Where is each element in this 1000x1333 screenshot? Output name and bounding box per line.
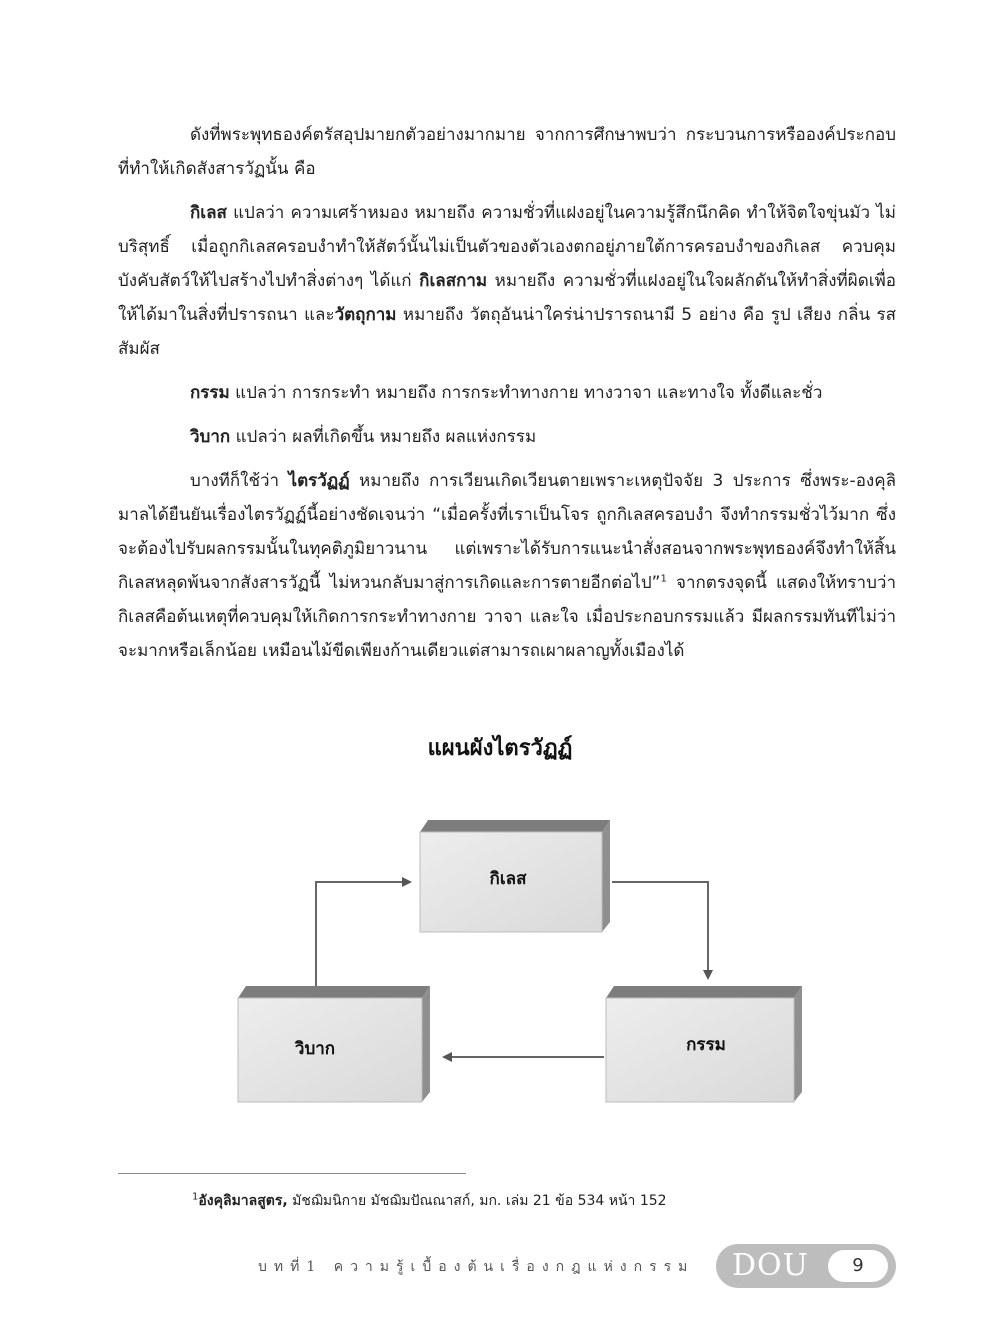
- arrow-kilesa-to-kamma: [612, 882, 708, 978]
- box-vipaka: [238, 986, 430, 1102]
- paragraph-intro-text: ดังที่พระพุทธองค์ตรัสอุปมายกตัวอย่างมากมาย จากการศึกษาพบว่า กระบวนการหรือองค์ประกอบที่ทำให้เกิดสังสารวัฏนั้น คือ: [118, 125, 896, 179]
- box-kamma-label: กรรม: [686, 1035, 726, 1055]
- term-traivatta: ไตรวัฏฏ์: [288, 471, 350, 491]
- footnote-divider: [118, 1173, 466, 1174]
- paragraph-kilesa-text-b: หมายถึง ความชั่วที่แฝงอยู่ในใจผลักดันให้ทำสิ่งที่ผิดเพื่อให้ได้มาในสิ่งที่ปรารถนา และ: [118, 271, 896, 325]
- term-vipaka: วิบาก: [190, 427, 231, 447]
- footnote-source-title: อังคุลิมาลสูตร,: [198, 1193, 288, 1209]
- box-kilesa: [420, 820, 610, 932]
- box-kilesa-label: กิเลส: [489, 869, 527, 889]
- footnote-number: 1: [192, 1191, 199, 1203]
- paragraph-kilesa-text-a: แปลว่า ความเศร้าหมอง หมายถึง ความชั่วที่แฝงอยู่ในความรู้สึกนึกคิด ทำให้จิตใจขุ่นมัว ไม่บริสุทธิ์ เมื่อถูกกิเลสครอบงำทำให้สัตว์นั้นไม่เป็นตัวของตัวเองตกอยู่ภายใต้การครอบงำของกิเลส ควบคุมบังคับสัตว์ให้ไปสร้างไปทำสิ่งต่างๆ ได้แก่: [118, 203, 896, 291]
- paragraph-kilesa-text-c: หมายถึง วัตถุอันน่าใคร่น่าปรารถนามี 5 อย่าง คือ รูป เสียง กลิ่น รส สัมผัส: [118, 305, 896, 359]
- paragraph-kamma-text: แปลว่า การกระทำ หมายถึง การกระทำทางกาย ทางวาจา และทางใจ ทั้งดีและชั่ว: [229, 383, 823, 403]
- page-number: 9: [828, 1250, 888, 1282]
- arrow-vipaka-to-kilesa: [316, 882, 410, 986]
- dou-logo-text: DOU: [732, 1248, 809, 1283]
- footer-chapter-title: บทที่1 ความรู้เบื้องต้นเรื่องกฎแห่งกรรม: [258, 1259, 695, 1275]
- paragraph-traivatta-text-c: จากตรงจุดนี้ แสดงให้ทราบว่า กิเลสคือต้นเหตุที่ควบคุมให้เกิดการกระทำทางกาย วาจา และใจ เมื่อประกอบกรรมแล้ว มีผลกรรมทันทีไม่ว่าจะมากหรือเล็กน้อย เหมือนไม้ขีดเพียงก้านเดียวแต่สามารถเผาผลาญทั้งเมืองได้: [118, 573, 896, 661]
- paragraph-vipaka-text: แปลว่า ผลที่เกิดขึ้น หมายถึง ผลแห่งกรรม: [230, 427, 537, 447]
- term-kilesa-kama: กิเลสกาม: [419, 271, 488, 291]
- footer-badge: [716, 1244, 896, 1288]
- diagram-title: แผนผังไตรวัฏฏ์: [427, 736, 573, 761]
- paragraph-traivatta-text-b: หมายถึง การเวียนเกิดเวียนตายเพราะเหตุปัจจัย 3 ประการ ซึ่งพระ-องคุลิมาลได้ยืนยันเรื่องไตรวัฏฏ์นี้อย่างชัดเจนว่า “เมื่อครั้งที่เราเป็นโจร ถูกกิเลสครอบงำ จึงทำกรรมชั่วไว้มาก ซึ่งจะต้องไปรับผลกรรมนั้นในทุคติภูมิยาวนาน แต่เพราะได้รับการแนะนำสั่งสอนจากพระพุทธองค์จึงทำให้สิ้นกิเลสหลุดพ้นจากสังสารวัฏนี้ ไม่หวนกลับมาสู่การเกิดและการตายอีกต่อไป”: [118, 471, 896, 593]
- term-kilesa: กิเลส: [190, 203, 227, 223]
- term-kamma: กรรม: [190, 383, 230, 403]
- footnote-ref[interactable]: 1: [660, 573, 667, 585]
- term-vatthu-kama: วัตถุกาม: [334, 305, 397, 325]
- paragraph-traivatta-text-a: บางทีก็ใช้ว่า: [190, 471, 289, 491]
- footnote-source-detail: มัชฌิมนิกาย มัชฌิมปัณณาสก์, มก. เล่ม 21 ข้อ 534 หน้า 152: [287, 1193, 667, 1209]
- box-vipaka-label: วิบาก: [294, 1039, 336, 1059]
- box-kamma: [606, 986, 802, 1102]
- footnote: [192, 1190, 667, 1212]
